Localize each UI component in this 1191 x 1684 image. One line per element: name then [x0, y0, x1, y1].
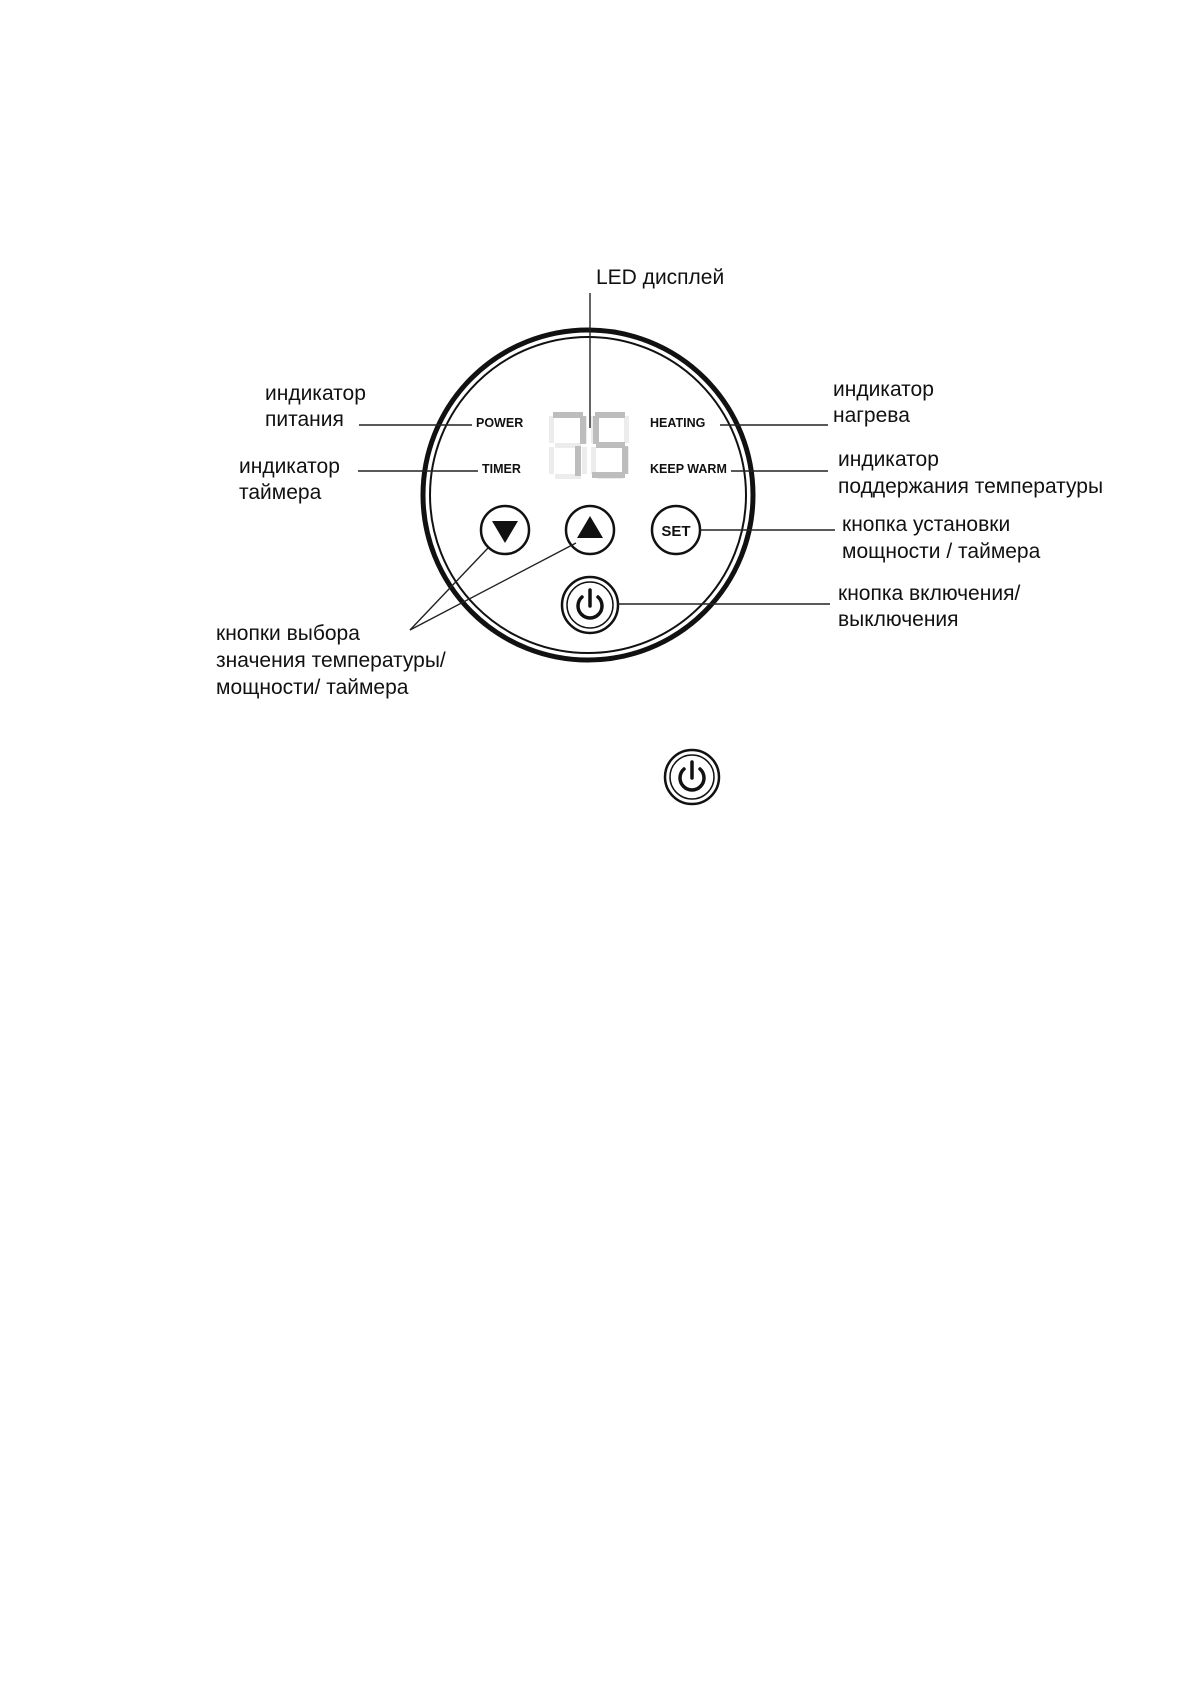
display-digit-5: [592, 412, 628, 478]
callout-power-indicator-line2: питания: [265, 408, 344, 431]
callout-set-button-line1: кнопка установки: [842, 513, 1011, 536]
power-button[interactable]: [562, 577, 618, 633]
temperature-up-button[interactable]: [566, 506, 614, 554]
callout-led-display: LED дисплей: [596, 266, 725, 289]
callout-timer-indicator-line1: индикатор: [239, 455, 340, 478]
set-button-label: SET: [661, 523, 691, 540]
standalone-power-icon: [665, 750, 719, 804]
callout-set-button-line2: мощности / таймера: [842, 540, 1041, 563]
callout-keep-warm-indicator-line2: поддержания температуры: [838, 475, 1104, 498]
heating-label: HEATING: [650, 416, 706, 430]
callout-heating-indicator-line1: индикатор: [833, 378, 934, 401]
callout-timer-indicator-line2: таймера: [239, 481, 322, 504]
set-button[interactable]: [652, 506, 700, 554]
callout-select-buttons-line3: мощности/ таймера: [216, 676, 409, 699]
led-display: [549, 411, 629, 479]
timer-label: TIMER: [482, 462, 521, 476]
callout-power-button-line2: выключения: [838, 608, 959, 631]
power-label: POWER: [476, 416, 524, 430]
keep-warm-label: KEEP WARM: [650, 462, 727, 476]
callout-heating-indicator-line2: нагрева: [833, 404, 910, 427]
callout-power-indicator-line1: индикатор: [265, 382, 366, 405]
callout-select-buttons-line1: кнопки выбора: [216, 622, 360, 645]
temperature-down-button[interactable]: [481, 506, 529, 554]
callout-power-button-line1: кнопка включения/: [838, 582, 1021, 605]
callout-select-buttons-line2: значения температуры/: [216, 649, 446, 672]
callout-keep-warm-indicator-line1: индикатор: [838, 448, 939, 471]
